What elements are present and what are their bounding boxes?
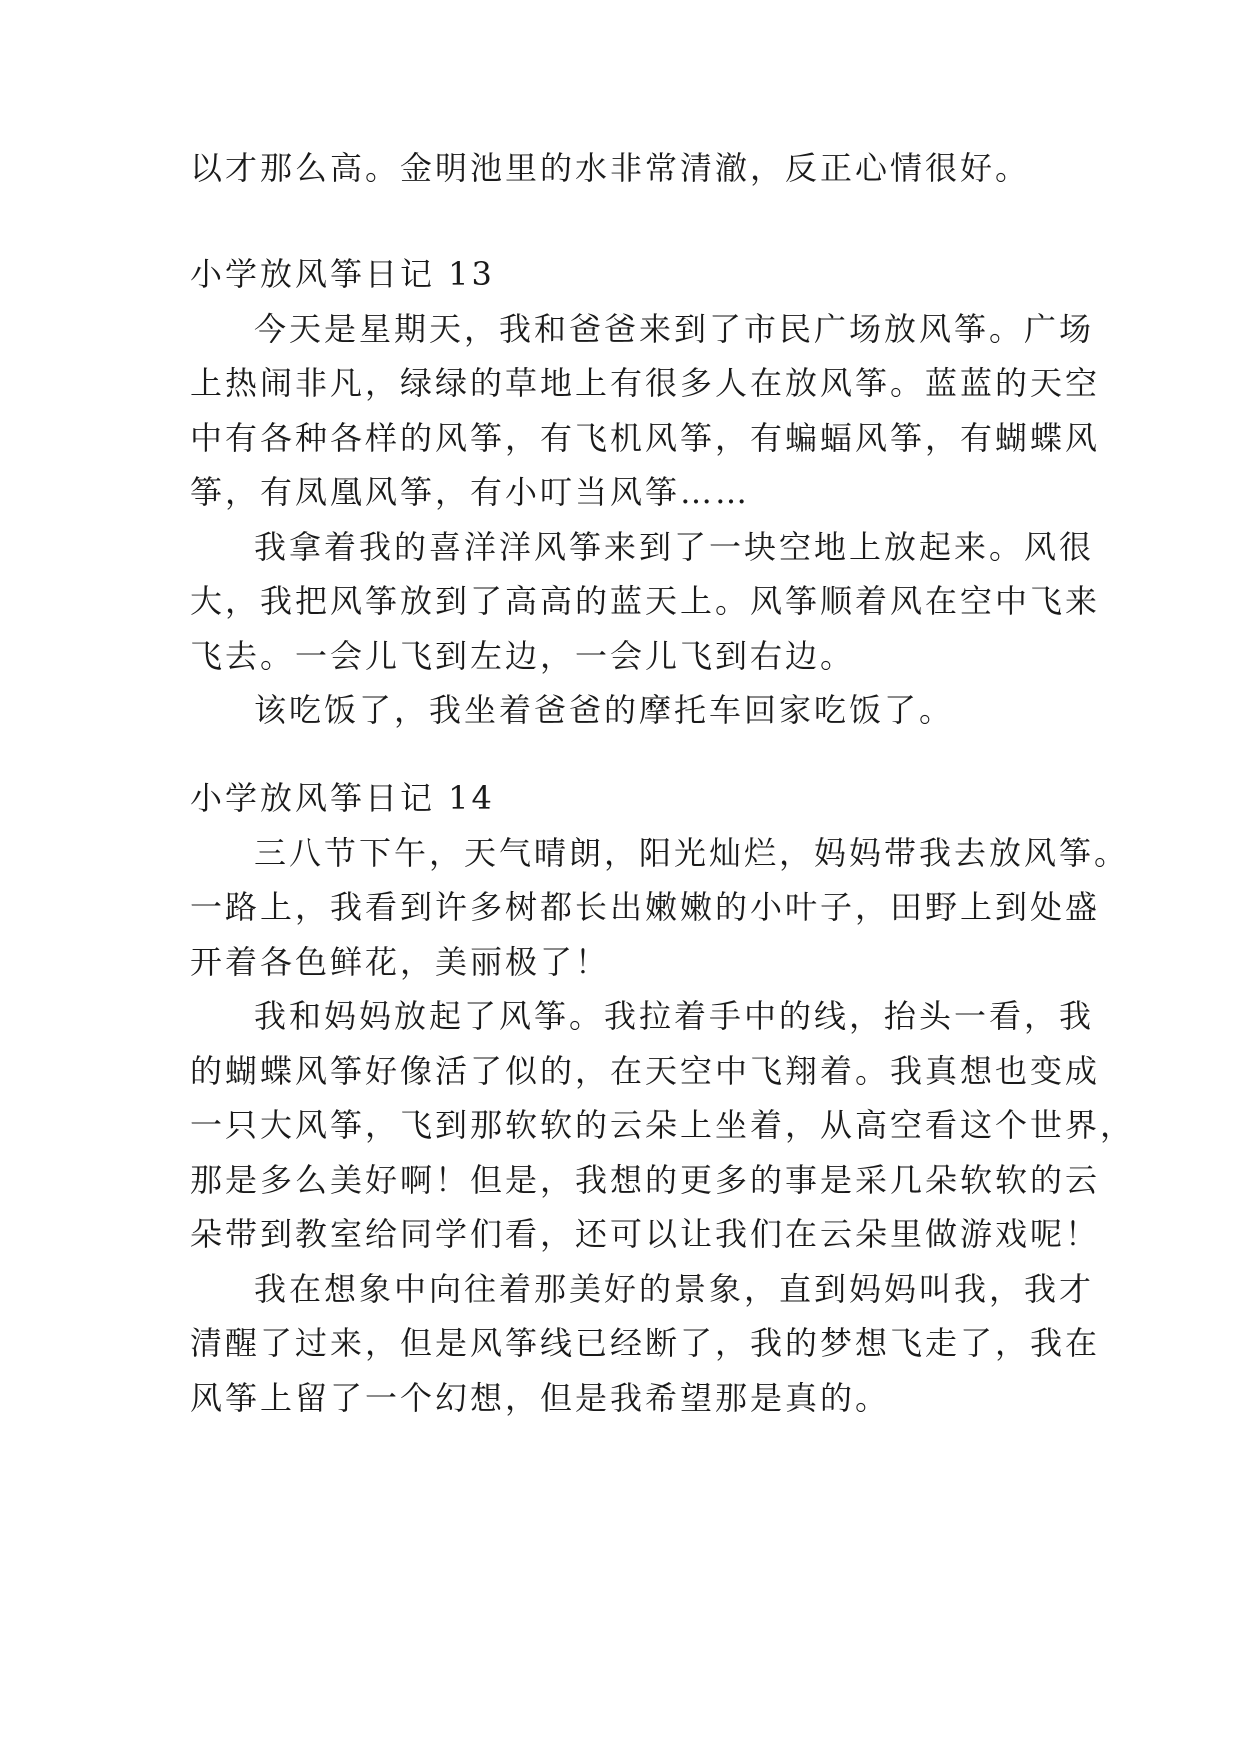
- diary14-p2-line1: 我和妈妈放起了风筝。我拉着手中的线，抬头一看，我: [254, 997, 1095, 1035]
- diary14-p2-line3: 一只大风筝，飞到那软软的云朵上坐着，从高空看这个世界，: [190, 1106, 1136, 1144]
- diary13-p1-line4: 筝，有凤凰风筝，有小叮当风筝……: [190, 473, 751, 511]
- diary14-p3-line2: 清醒了过来，但是风筝线已经断了，我的梦想飞走了，我在: [190, 1324, 1101, 1362]
- diary13-title: 小学放风筝日记 13: [190, 255, 495, 293]
- diary14-p2-line2: 的蝴蝶风筝好像活了似的，在天空中飞翔着。我真想也变成: [190, 1052, 1101, 1090]
- diary13-p1-line3: 中有各种各样的风筝，有飞机风筝，有蝙蝠风筝，有蝴蝶风: [190, 419, 1101, 457]
- diary13-p2-line3: 飞去。一会儿飞到左边，一会儿飞到右边。: [190, 637, 856, 675]
- diary14-p1-line2: 一路上，我看到许多树都长出嫩嫩的小叶子，田野上到处盛: [190, 888, 1101, 926]
- diary13-p2-line1: 我拿着我的喜洋洋风筝来到了一块空地上放起来。风很: [254, 528, 1095, 566]
- diary13-p1-line2: 上热闹非凡，绿绿的草地上有很多人在放风筝。蓝蓝的天空: [190, 364, 1101, 402]
- diary14-p3-line3: 风筝上留了一个幻想，但是我希望那是真的。: [190, 1379, 891, 1417]
- diary14-title: 小学放风筝日记 14: [190, 779, 495, 817]
- diary13-p2-line2: 大，我把风筝放到了高高的蓝天上。风筝顺着风在空中飞来: [190, 582, 1101, 620]
- diary13-p1-line1: 今天是星期天，我和爸爸来到了市民广场放风筝。广场: [254, 310, 1095, 348]
- diary14-p1-line1: 三八节下午，天气晴朗，阳光灿烂，妈妈带我去放风筝。: [254, 834, 1130, 872]
- diary14-p2-line4: 那是多么美好啊！但是，我想的更多的事是采几朵软软的云: [190, 1161, 1101, 1199]
- diary14-p1-line3: 开着各色鲜花，美丽极了！: [190, 943, 611, 981]
- diary14-p2-line5: 朵带到教室给同学们看，还可以让我们在云朵里做游戏呢！: [190, 1215, 1101, 1253]
- diary14-p3-line1: 我在想象中向往着那美好的景象，直到妈妈叫我，我才: [254, 1270, 1095, 1308]
- prev-paragraph-tail: 以才那么高。金明池里的水非常清澈，反正心情很好。: [190, 149, 1031, 187]
- diary13-p3-line1: 该吃饭了，我坐着爸爸的摩托车回家吃饭了。: [254, 691, 955, 729]
